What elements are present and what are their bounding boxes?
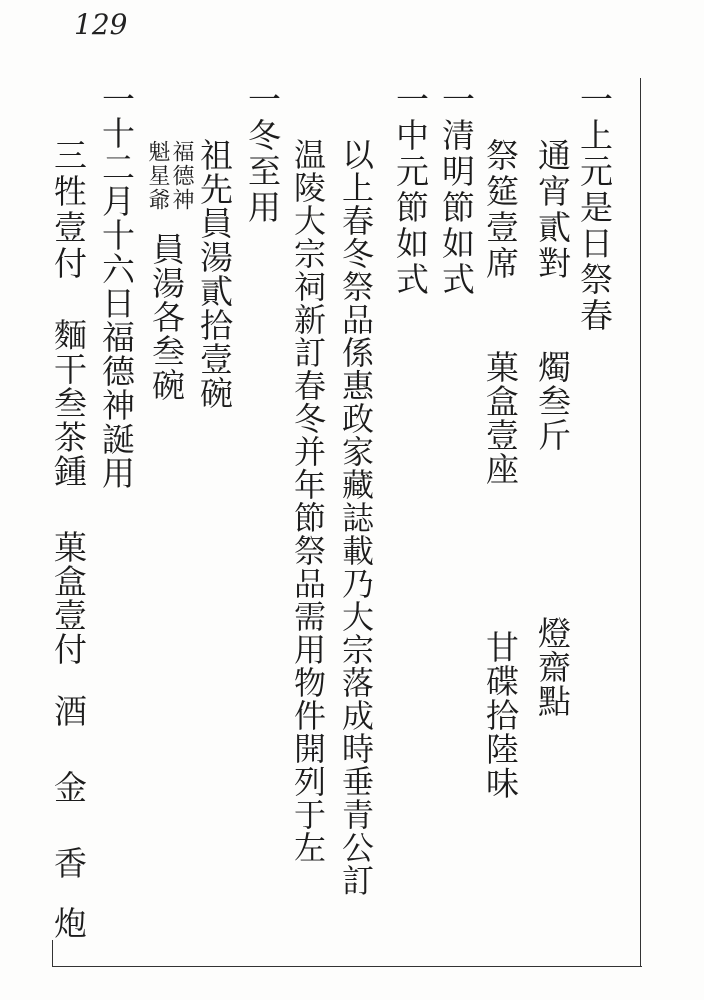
text-column-dongzhi: 一冬至用 xyxy=(243,82,282,226)
text-column-kuixing: 魁星爺 xyxy=(145,140,170,212)
text-column-fude-god: 福德神 xyxy=(169,140,194,212)
text-column-gold: 金 xyxy=(49,770,88,806)
frame-border-bottom xyxy=(52,966,642,967)
text-column-zhongyuan: 一中元節如式 xyxy=(391,82,430,298)
text-column-lamps: 燈齋點 xyxy=(533,616,572,718)
text-column-note-2: 温陵大宗祠新訂春冬并年節祭品需用物件開列于左 xyxy=(289,138,327,864)
text-column-noodles: 麵干叁茶鍾 xyxy=(49,318,88,488)
text-column-fruit-set: 菓盒壹付 xyxy=(49,530,88,666)
text-column-sweet-dishes: 甘碟拾陸味 xyxy=(481,630,520,800)
text-column-soup-each: 員湯各叁碗 xyxy=(147,232,186,402)
text-column-candles: 燭叁斤 xyxy=(533,350,572,452)
text-column-wine: 酒 xyxy=(49,694,88,730)
frame-border-left-tick xyxy=(52,940,53,966)
text-column-feast: 祭筵壹席 xyxy=(481,138,520,282)
text-column-firecracker: 炮 xyxy=(49,906,88,942)
text-column-tongxiao: 通宵貳對 xyxy=(533,138,572,282)
text-column-birthday: 一十二月十六日福德神誕用 xyxy=(97,82,136,490)
text-column-incense: 香 xyxy=(49,846,88,882)
text-column-note-1: 以上春冬祭品係惠政家藏誌載乃大宗落成時垂青公訂 xyxy=(337,138,375,897)
text-column-three-sacrifices: 三牲壹付 xyxy=(49,138,88,282)
text-column-fruit-box: 菓盒壹座 xyxy=(481,350,520,486)
frame-border-right xyxy=(640,78,641,966)
text-column-qingming: 一清明節如式 xyxy=(437,82,476,298)
text-column-ancestor-soup: 祖先員湯貳拾壹碗 xyxy=(195,138,234,410)
page-number: 129 xyxy=(74,8,128,41)
text-column-shangyuan: 一上元是日祭春 xyxy=(575,82,614,334)
